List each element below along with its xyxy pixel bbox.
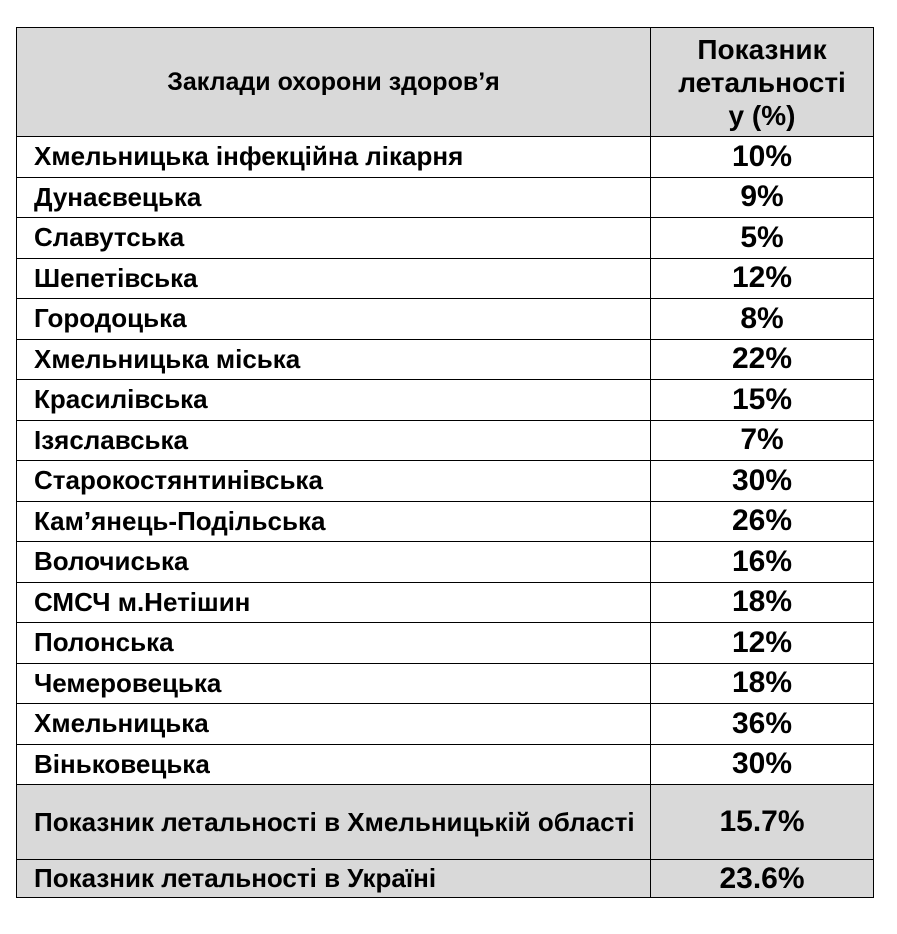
institution-name: Старокостянтинівська (17, 461, 651, 502)
table-row (17, 420, 874, 461)
institution-name: СМСЧ м.Нетішин (17, 582, 651, 623)
institution-name: Шепетівська (17, 258, 651, 299)
institution-name: Полонська (17, 623, 651, 664)
institution-name: Хмельницька інфекційна лікарня (17, 137, 651, 178)
lethality-value: 30% (651, 744, 874, 785)
lethality-value: 18% (651, 582, 874, 623)
lethality-value: 16% (651, 542, 874, 583)
table-row (17, 582, 874, 623)
header-lethality-rate: Показник летальності у (%) (651, 28, 874, 137)
institution-name: Кам’янець-Подільська (17, 501, 651, 542)
summary-row-region (17, 785, 874, 860)
table-row (17, 663, 874, 704)
table-row (17, 339, 874, 380)
institution-name: Ізяславська (17, 420, 651, 461)
table-row (17, 501, 874, 542)
lethality-value: 30% (651, 461, 874, 502)
lethality-value: 8% (651, 299, 874, 340)
lethality-value: 22% (651, 339, 874, 380)
lethality-value: 12% (651, 258, 874, 299)
table-row (17, 137, 874, 178)
table-row (17, 177, 874, 218)
lethality-table (16, 27, 874, 898)
table-row (17, 542, 874, 583)
institution-name: Красилівська (17, 380, 651, 421)
header-institutions: Заклади охорони здоров’я (17, 28, 651, 137)
summary-value-region: 15.7% (651, 785, 874, 860)
table-row (17, 704, 874, 745)
institution-name: Віньковецька (17, 744, 651, 785)
table-row (17, 623, 874, 664)
institution-name: Славутська (17, 218, 651, 259)
lethality-value: 9% (651, 177, 874, 218)
institution-name: Чемеровецька (17, 663, 651, 704)
lethality-value: 15% (651, 380, 874, 421)
summary-label-ukraine: Показник летальності в Україні (17, 860, 651, 898)
institution-name: Городоцька (17, 299, 651, 340)
summary-value-ukraine: 23.6% (651, 860, 874, 898)
lethality-table-container (16, 27, 873, 898)
table-row (17, 218, 874, 259)
lethality-value: 12% (651, 623, 874, 664)
table-row (17, 299, 874, 340)
institution-name: Хмельницька (17, 704, 651, 745)
table-row (17, 744, 874, 785)
table-header-row (17, 28, 874, 137)
lethality-value: 26% (651, 501, 874, 542)
lethality-value: 5% (651, 218, 874, 259)
summary-label-region: Показник летальності в Хмельницькій області (17, 785, 651, 860)
lethality-value: 10% (651, 137, 874, 178)
summary-row-ukraine (17, 860, 874, 898)
institution-name: Дунаєвецька (17, 177, 651, 218)
table-row (17, 461, 874, 502)
lethality-value: 18% (651, 663, 874, 704)
institution-name: Хмельницька міська (17, 339, 651, 380)
lethality-value: 7% (651, 420, 874, 461)
lethality-value: 36% (651, 704, 874, 745)
table-row (17, 380, 874, 421)
table-row (17, 258, 874, 299)
institution-name: Волочиська (17, 542, 651, 583)
